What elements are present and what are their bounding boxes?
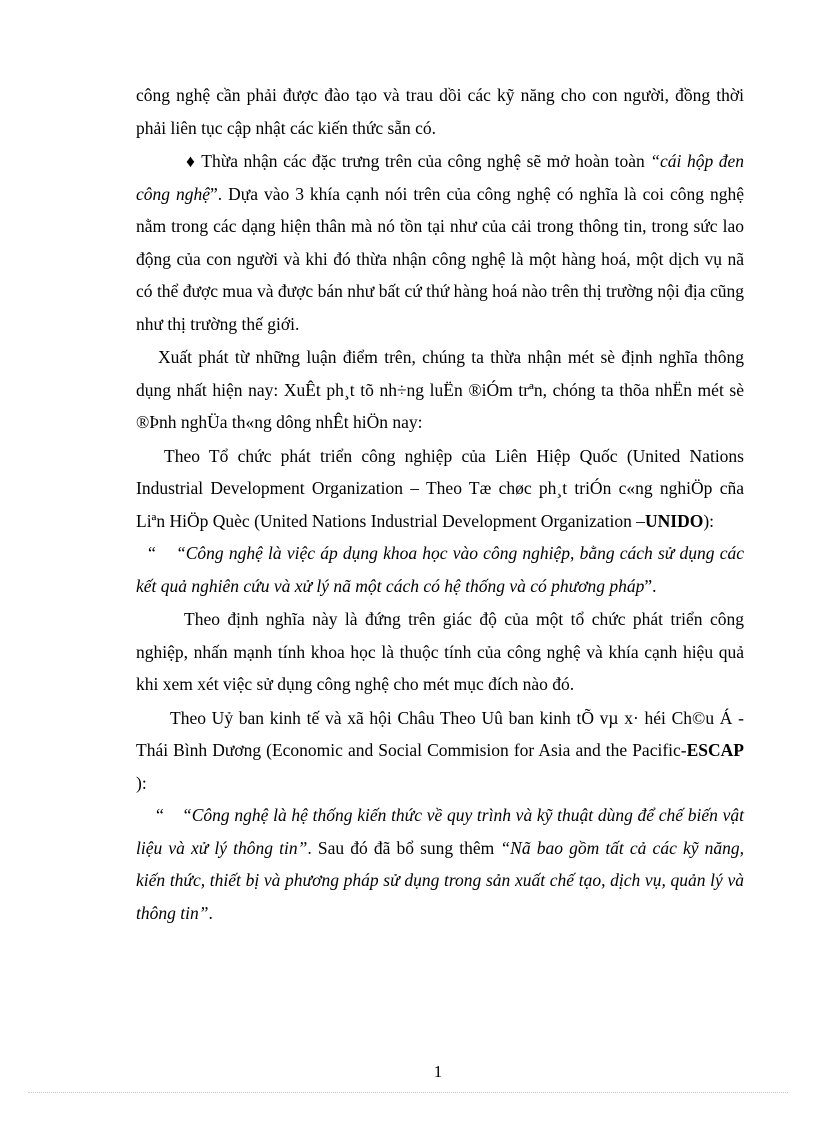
paragraph-2-text-b: ”. Dựa vào 3 khía cạnh nói trên của công nghệ có nghĩa là coi công nghệ nằm trong các dạng hiện thân mà nó tồn tại như của cải trong thông tin, trong sức lao động của con người và khi đó thừa nhận công nghệ là một hàng hoá, một dịch vụ nã có thể được mua và được bán như bất cứ thứ hàng hoá nào trên thị trường nội địa cũng như thị trường thế giới. bbox=[136, 183, 744, 334]
paragraph-3: Xuất phát từ những luận điểm trên, chúng ta thừa nhận mét sè định nghĩa thông dụng nhất hiện nay: XuÊt ph¸t tõ nh÷ng luËn ®iÓm trªn, chóng ta thõa nhËn mét sè ®Þnh nghÜa th«ng dông nhÊt hiÖn nay: bbox=[136, 347, 744, 432]
paragraph-6-bold: ESCAP bbox=[686, 740, 744, 760]
paragraph-1: công nghệ cần phải được đào tạo và trau dồi các kỹ năng cho con người, đồng thời phải liên tục cập nhật các kiến thức sẵn có. bbox=[136, 85, 744, 138]
page-number: 1 bbox=[433, 1062, 443, 1081]
quote-2-plain: . Sau đó đã bổ sung thêm bbox=[307, 837, 501, 858]
paragraph-4 bbox=[136, 440, 744, 538]
paragraph-5: Theo định nghĩa này là đứng trên giác độ của một tổ chức phát triển công nghiệp, nhấn mạnh tính khoa học là thuộc tính của công nghệ và khía cạnh hiệu quả khi xem xét việc sử dụng công nghệ cho mét mục đích nào đó. bbox=[136, 609, 744, 694]
page-footer-divider bbox=[28, 1092, 788, 1093]
paragraph-2-text-a: Thừa nhận các đặc trưng trên của công nghệ sẽ mở hoàn toàn bbox=[196, 151, 651, 171]
quote-2-mark: “ bbox=[156, 805, 164, 825]
paragraph-4-end: ): bbox=[703, 510, 715, 531]
diamond-bullet-icon: ♦ bbox=[186, 151, 197, 171]
quote-2 bbox=[136, 799, 744, 929]
quote-2-italic-2: “Nã bao gồm tất cả các kỹ năng, kiến thức, thiết bị và phương pháp sử dụng trong sản xuất chế tạo, dịch vụ, quản lý và thông tin” bbox=[136, 837, 744, 923]
paragraph-2-italic: “cái hộp đen công nghệ bbox=[136, 151, 744, 204]
paragraph-4-bold: UNIDO bbox=[644, 510, 704, 531]
paragraph-2 bbox=[136, 145, 744, 340]
quote-1-mark: “ bbox=[148, 543, 156, 563]
paragraph-6 bbox=[136, 702, 744, 800]
paragraph-6-text: Theo Uỷ ban kinh tế và xã hội Châu Theo Uû ban kinh tÕ vµ x· héi Ch©u Á - Thái Bình Dương (Economic and Social Commision for Asia and the Pacific- bbox=[136, 707, 744, 760]
quote-2-end: . bbox=[208, 902, 213, 923]
document-body bbox=[136, 79, 744, 929]
quote-1 bbox=[136, 537, 744, 602]
paragraph-6-end: ): bbox=[136, 772, 147, 793]
quote-2-italic: “Công nghệ là hệ thống kiến thức về quy trình và kỹ thuật dùng để chế biến vật liệu và xử lý thông tin” bbox=[136, 805, 744, 858]
quote-1-text: “Công nghệ là việc áp dụng khoa học vào công nghiệp, bằng cách sử dụng các kết quả nghiên cứu và xử lý nã một cách có hệ thống và có phương pháp bbox=[136, 543, 744, 596]
paragraph-4-text: Theo Tổ chức phát triển công nghiệp của Liên Hiệp Quốc (United Nations Industrial Development Organization – Theo Tæ chøc ph¸t triÓn c«ng nghiÖp cña Liªn HiÖp Quèc (United Nations Industrial Development Organization – bbox=[136, 445, 744, 531]
quote-1-end: ”. bbox=[644, 575, 657, 596]
